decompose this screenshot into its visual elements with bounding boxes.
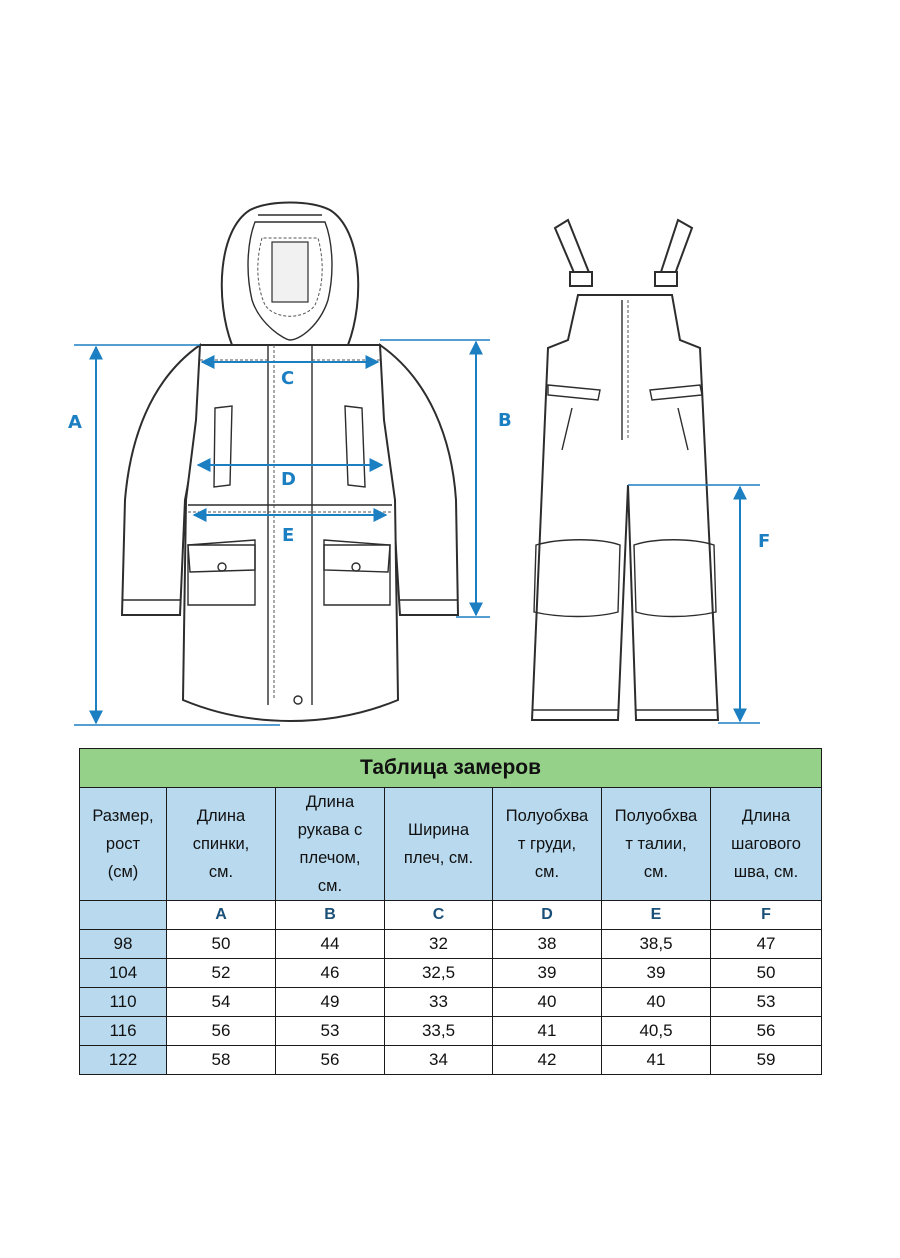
measure-letter-cell: C [385,901,493,930]
value-cell: 34 [385,1046,493,1075]
measure-label-e: E [282,525,295,546]
column-header-line: шва, см. [733,863,799,881]
value-cell: 49 [276,988,385,1017]
column-header-line: рост [105,835,141,853]
value-cell: 56 [167,1017,276,1046]
column-header [711,788,822,901]
column-header [167,788,276,901]
column-header-line: см. [534,863,560,881]
column-header-line: Длина [741,807,791,825]
column-header-line: см. [643,863,669,881]
value-cell: 33,5 [385,1017,493,1046]
column-header [385,788,493,901]
value-cell: 50 [167,930,276,959]
measure-label-f: F [758,531,771,552]
table-row [80,1017,822,1046]
value-cell: 46 [276,959,385,988]
parka-drawing [122,203,458,722]
size-table [79,748,822,1075]
measure-letter-cell: A [167,901,276,930]
column-header-line: Полуобхва [505,807,589,825]
column-header-line: Ширина [407,821,470,839]
column-header [80,788,167,901]
column-header [276,788,385,901]
value-cell: 59 [711,1046,822,1075]
table-row [80,930,822,959]
column-header-line: Длина [196,807,246,825]
size-cell: 104 [80,959,167,988]
value-cell: 56 [276,1046,385,1075]
column-header-line: шагового [731,835,801,853]
column-header-line: (см) [107,863,139,881]
column-header-line: см. [317,877,343,895]
column-header-line: рукава с [297,821,363,839]
measure-label-d: D [281,469,296,490]
column-header-line: плечом, [299,849,361,867]
letter-row [80,901,822,930]
column-header-line: см. [208,863,234,881]
value-cell: 52 [167,959,276,988]
measure-letter-cell: B [276,901,385,930]
measure-letter-cell: E [602,901,711,930]
size-cell: 98 [80,930,167,959]
table-body [80,930,822,1075]
value-cell: 32,5 [385,959,493,988]
column-header [493,788,602,901]
overalls-drawing [532,220,718,720]
size-cell: 116 [80,1017,167,1046]
value-cell: 56 [711,1017,822,1046]
value-cell: 40 [602,988,711,1017]
value-cell: 38 [493,930,602,959]
column-header-line: Длина [305,793,355,811]
value-cell: 44 [276,930,385,959]
value-cell: 39 [602,959,711,988]
value-cell: 53 [276,1017,385,1046]
value-cell: 47 [711,930,822,959]
table-title: Таблица замеров [80,749,822,788]
measure-label-b: B [498,410,512,431]
size-cell: 110 [80,988,167,1017]
value-cell: 38,5 [602,930,711,959]
size-cell: 122 [80,1046,167,1075]
measure-letter-cell: D [493,901,602,930]
value-cell: 32 [385,930,493,959]
value-cell: 54 [167,988,276,1017]
measure-letter-cell [80,901,167,930]
measure-label-c: C [281,368,295,389]
value-cell: 39 [493,959,602,988]
value-cell: 58 [167,1046,276,1075]
value-cell: 53 [711,988,822,1017]
column-header-line: Размер, [92,807,154,825]
table-row [80,959,822,988]
value-cell: 40 [493,988,602,1017]
column-header-line: плеч, см. [403,849,474,867]
column-header-line: т талии, [625,835,687,853]
column-header-line: Полуобхва [614,807,698,825]
value-cell: 50 [711,959,822,988]
column-header-line: спинки, [192,835,250,853]
table-row [80,988,822,1017]
value-cell: 41 [493,1017,602,1046]
column-header-line: т груди, [517,835,577,853]
column-header [602,788,711,901]
value-cell: 42 [493,1046,602,1075]
measure-label-a: A [68,412,82,433]
header-row [80,788,822,901]
value-cell: 41 [602,1046,711,1075]
table-row [80,1046,822,1075]
measure-letter-cell: F [711,901,822,930]
value-cell: 33 [385,988,493,1017]
value-cell: 40,5 [602,1017,711,1046]
